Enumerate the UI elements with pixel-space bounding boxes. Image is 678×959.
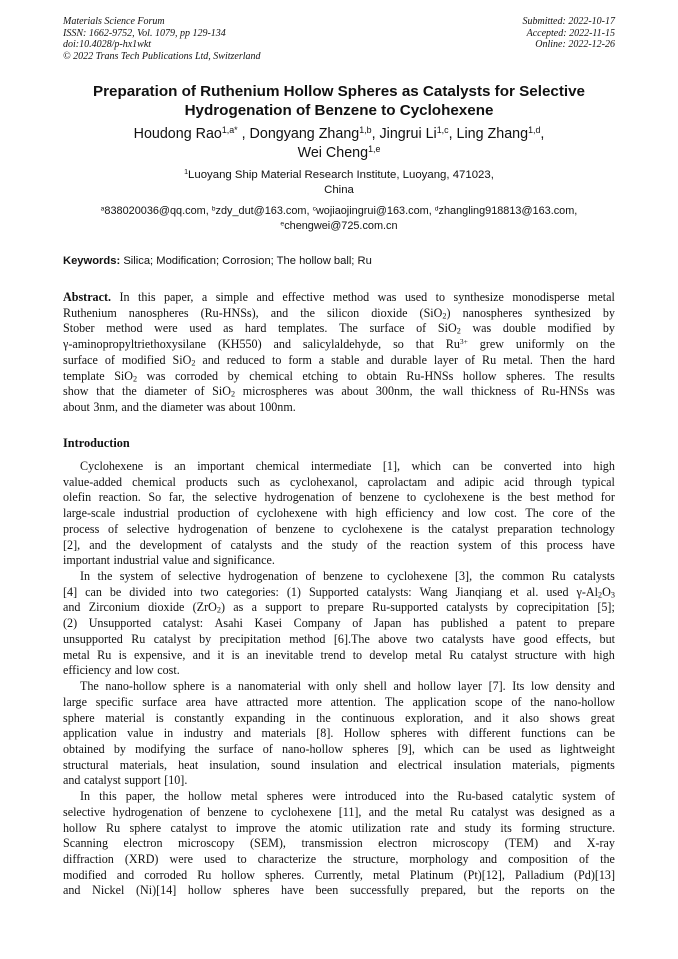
title-line: Hydrogenation of Benzene to Cyclohexene bbox=[184, 102, 494, 119]
text-line: about 3nm, and the diameter was about 100nm. bbox=[63, 400, 296, 415]
text-line: Abstract. In this paper, a simple and effective method was used to synthesize monodisperse metal bbox=[63, 290, 615, 304]
author-line: Wei Cheng$^{1,e}$ bbox=[297, 143, 381, 161]
abstract-label: Abstract. bbox=[63, 290, 112, 304]
introduction-heading: Introduction bbox=[63, 436, 130, 450]
text-line: Ruthenium nanospheres (Ru-HNSs), and the silicon dioxide (SiO$_2$) nanospheres synthesized by bbox=[63, 305, 615, 321]
introduction-body bbox=[63, 459, 615, 899]
accepted-date: Accepted: 2022-11-15 bbox=[526, 27, 615, 39]
keywords-label: Keywords: bbox=[63, 255, 121, 267]
text-line: hollow Ru sphere catalyst to improve the atomic utilization rate and study its forming structure. bbox=[63, 820, 615, 835]
text-line: In this paper, the hollow metal spheres were introduced into the Ru-based catalytic system of bbox=[80, 789, 615, 804]
author-list bbox=[40, 125, 638, 162]
journal-issn: ISSN: 1662-9752, Vol. 1079, pp 129-134 bbox=[63, 27, 226, 39]
text-line: Scanning electron microscopy (SEM), transmission electron microscopy (TEM) and X-ray bbox=[63, 836, 615, 851]
text-line: Stober method were used as hard templates. The surface of SiO$_2$ was double modified by bbox=[63, 321, 615, 337]
keywords bbox=[63, 254, 372, 268]
journal-doi: doi:10.4028/p-hx1wkt bbox=[63, 39, 152, 50]
affiliation bbox=[40, 168, 638, 197]
text-line: sphere material is constantly expanding in the continuous exploration, and it also shows great bbox=[63, 710, 615, 725]
text-line: In the system of selective hydrogenation of benzene to cyclohexene [3], the common Ru catalysts bbox=[80, 569, 615, 584]
text-line: olefin reaction. So far, the selective hydrogenation of benzene to cyclohexene is the best method for bbox=[63, 490, 615, 505]
journal-header bbox=[63, 16, 261, 62]
affiliation-line: China bbox=[324, 183, 354, 196]
text-line: process of selective hydrogenation of benzene to cyclohexene is the catalyst preparation technology bbox=[63, 521, 615, 536]
paper-title bbox=[40, 82, 638, 120]
affiliation-line: $^1$Luoyang Ship Material Research Institute, Luoyang, 471023, bbox=[184, 169, 494, 181]
author-line: Houdong Rao$^{1,a*}$ , Dongyang Zhang$^{1,b}$, Jingrui Li$^{1,c}$, Ling Zhang$^{1,d}$, bbox=[133, 125, 545, 142]
text-line: selective hydrogenation of benzene to cyclohexene [11], and the metal Ru catalyst was designed as a bbox=[63, 804, 615, 819]
text-line: obtained by modifying the surface of nano-hollow spheres [9], which can be used as lightweight bbox=[63, 741, 615, 756]
email-line: $^e$chengwei@725.com.cn bbox=[280, 219, 398, 232]
online-date: Online: 2022-12-26 bbox=[535, 39, 615, 50]
email-line: $^a$838020036@qq.com, $^b$zdy_dut@163.com, $^c$wojiaojingrui@163.com, $^d$zhangling918813@163.com, bbox=[100, 205, 578, 217]
text-line: surface of modified SiO$_2$ and reduced to form a stable and durable layer of Ru metal. Then the hard bbox=[63, 352, 615, 368]
text-line: modified and corroded Ru hollow spheres. Currently, metal Platinum (Pt)[12], Palladium (Pd)[13] bbox=[63, 867, 615, 882]
text-line: structural materials, heat insulation, sound insulation and electrical insulation materials, pigments bbox=[63, 757, 615, 772]
text-line: template SiO$_2$ was corroded by chemical etching to obtain Ru-HNSs hollow spheres. The results bbox=[63, 368, 615, 384]
text-line: large specific surface area have attracted more attention. The application scope of the nano-hollow bbox=[63, 694, 615, 709]
keywords-text: Silica; Modification; Corrosion; The hollow ball; Ru bbox=[123, 255, 372, 267]
text-line: important industrial value and significance. bbox=[63, 553, 275, 568]
text-line: [4] can be divided into two categories: (1) Supported catalysts: Wang Jianqiang et al. used $\gamma-Al_2O_3$ bbox=[63, 584, 615, 600]
text-line: [2], and the development of catalysts and the study of the reaction system of this process have bbox=[63, 537, 615, 552]
text-line: γ-aminopropyltriethoxysilane (KH550) and salicylaldehyde, so that $Ru^{3+}$ grew uniformly on the bbox=[63, 337, 615, 352]
journal-copyright: © 2022 Trans Tech Publications Ltd, Switzerland bbox=[63, 50, 261, 62]
text-line: application value in industry and materials [8]. Hollow spheres with different functions can be bbox=[63, 726, 615, 741]
text-line: (2) Unsupported catalyst: Asahi Kasei Company of Japan has published a patent to prepare bbox=[63, 616, 615, 631]
title-line: Preparation of Ruthenium Hollow Spheres as Catalysts for Selective bbox=[92, 83, 586, 100]
text-line: and catalyst support [10]. bbox=[63, 773, 188, 788]
text-line: The nano-hollow sphere is a nanomaterial with only shell and hollow layer [7]. Its low density and bbox=[80, 679, 615, 694]
author-emails bbox=[40, 204, 638, 233]
text-line: value-added chemical products such as cyclohexanol, caprolactam and adipic acid through typical bbox=[63, 474, 615, 489]
text-line: large-scale industrial production of cyclohexene with high efficiency and low cost. The core of the bbox=[63, 506, 615, 521]
text-line: Cyclohexene is an important chemical intermediate [1], which can be converted into high bbox=[80, 459, 615, 473]
text-line: efficiency and low cost. bbox=[63, 663, 180, 678]
submitted-date: Submitted: 2022-10-17 bbox=[522, 16, 615, 27]
journal-name: Materials Science Forum bbox=[63, 16, 165, 27]
text-line: metal Ru is expensive, and it is an inevitable trend to develop metal Ru catalyst structure with high bbox=[63, 647, 615, 662]
abstract bbox=[63, 290, 615, 416]
text-line: and Nickel (Ni)[14] hollow spheres have been successfully prepared, but the reports on the bbox=[63, 883, 615, 898]
text-line: unsupported Ru catalyst by precipitation method [6].The above two catalysts have good effects, but bbox=[63, 631, 615, 646]
text-line: and Zirconium dioxide (ZrO$_2$) as a support to prepare Ru-supported catalysts by coprecipitation [5]; bbox=[63, 600, 615, 616]
submission-dates bbox=[523, 16, 616, 51]
text-line: diffraction (XRD) were used to characterize the structure, morphology and composition of the bbox=[63, 851, 615, 866]
text-line: show that the diameter of SiO$_2$ microspheres was about 300nm, the wall thickness of Ru-HNSs was bbox=[63, 384, 615, 399]
